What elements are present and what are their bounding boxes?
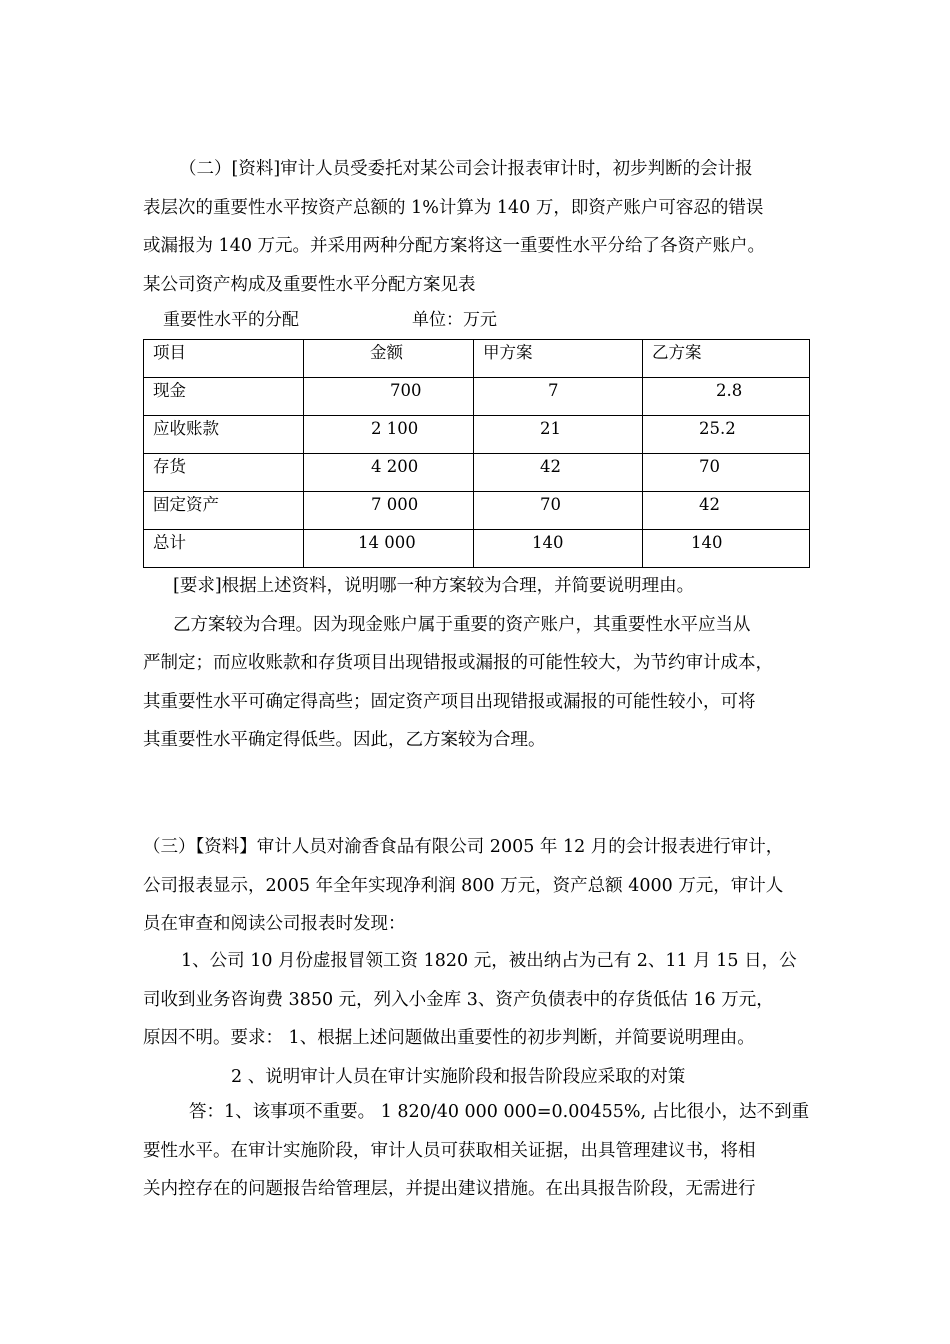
section3-intro-line: 公司报表显示，2005 年全年实现净利润 800 万元，资产总额 4000 万元，审计人 <box>143 875 784 896</box>
cell-amount: 2 100 <box>304 416 474 454</box>
table-header-row <box>144 340 810 378</box>
cell-amount: 14 000 <box>304 530 474 568</box>
section2-intro <box>143 150 810 304</box>
section3-answer-line: 关内控存在的问题报告给管理层，并提出建议措施。在出具报告阶段，无需进行 <box>143 1179 756 1199</box>
section3-intro-line: （三）【资料】审计人员对渝香食品有限公司 2005 年 12 月的会计报表进行审计， <box>143 837 784 857</box>
header-amount: 金额 <box>304 340 474 378</box>
section3-findings <box>143 942 810 1096</box>
table-row <box>144 378 810 416</box>
table-row <box>144 530 810 568</box>
cell-plan-a: 21 <box>474 416 643 454</box>
section3-intro-line: 员在审查和阅读公司报表时发现： <box>143 914 406 934</box>
section3-findings-line: 司收到业务咨询费 3850 元，列入小金库 3、资产负债表中的存货低估 16 万元， <box>143 989 774 1010</box>
cell-plan-a: 7 <box>474 378 643 416</box>
section3-findings-line: 1、公司 10 月份虚报冒领工资 1820 元，被出纳占为己有 2、11 月 15 日，公 <box>181 951 797 971</box>
section3-requirement2: 2 、说明审计人员在审计实施阶段和报告阶段应采取的对策 <box>231 1066 686 1087</box>
cell-plan-b: 2.8 <box>643 378 810 416</box>
table-row <box>144 492 810 530</box>
section3-intro <box>143 828 810 944</box>
cell-amount: 7 000 <box>304 492 474 530</box>
section3-answer <box>143 1093 810 1209</box>
section2-answer-line: 严制定；而应收账款和存货项目出现错报或漏报的可能性较大，为节约审计成本， <box>143 653 773 673</box>
section2-intro-line: 表层次的重要性水平按资产总额的 1%计算为 140 万，即资产账户可容忍的错误 <box>143 197 764 218</box>
cell-plan-b: 25.2 <box>643 416 810 454</box>
cell-plan-a: 70 <box>474 492 643 530</box>
cell-plan-a: 140 <box>474 530 643 568</box>
table-caption: 重要性水平的分配 <box>163 310 299 330</box>
cell-plan-a: 42 <box>474 454 643 492</box>
table-row <box>144 454 810 492</box>
section2-requirement-answer <box>143 567 810 760</box>
cell-item: 应收账款 <box>144 416 304 454</box>
section2-answer-line: 其重要性水平可确定得高些；固定资产项目出现错报或漏报的可能性较小，可将 <box>143 691 756 712</box>
cell-amount: 4 200 <box>304 454 474 492</box>
header-plan-a: 甲方案 <box>474 340 643 378</box>
cell-item: 存货 <box>144 454 304 492</box>
section2-intro-line: 某公司资产构成及重要性水平分配方案见表 <box>143 274 476 295</box>
section2-answer-line: 其重要性水平确定得低些。因此，乙方案较为合理。 <box>143 730 546 750</box>
cell-item: 固定资产 <box>144 492 304 530</box>
cell-item: 现金 <box>144 378 304 416</box>
allocation-table <box>143 339 810 568</box>
table-row <box>144 416 810 454</box>
header-plan-b: 乙方案 <box>643 340 810 378</box>
cell-plan-b: 70 <box>643 454 810 492</box>
section3-findings-line: 原因不明。要求： 1、根据上述问题做出重要性的初步判断，并简要说明理由。 <box>143 1028 755 1048</box>
cell-plan-b: 42 <box>643 492 810 530</box>
section3-answer-line: 要性水平。在审计实施阶段，审计人员可获取相关证据，出具管理建议书，将相 <box>143 1140 756 1161</box>
cell-amount: 700 <box>304 378 474 416</box>
cell-item: 总计 <box>144 530 304 568</box>
section2-answer-line: 乙方案较为合理。因为现金账户属于重要的资产账户，其重要性水平应当从 <box>173 614 751 635</box>
table-unit: 单位：万元 <box>412 310 497 330</box>
header-item: 项目 <box>144 340 304 378</box>
section2-intro-line: （二）[资料]审计人员受委托对某公司会计报表审计时，初步判断的会计报 <box>179 159 753 179</box>
section3-answer-line: 答：1、该事项不重要。 1 820/40 000 000=0.00455%, 占比很小，达不到重 <box>189 1102 810 1122</box>
section2-intro-line: 或漏报为 140 万元。并采用两种分配方案将这一重要性水平分给了各资产账户。 <box>143 236 766 256</box>
section2-requirement: [要求]根据上述资料，说明哪一种方案较为合理，并简要说明理由。 <box>173 576 695 596</box>
cell-plan-b: 140 <box>643 530 810 568</box>
